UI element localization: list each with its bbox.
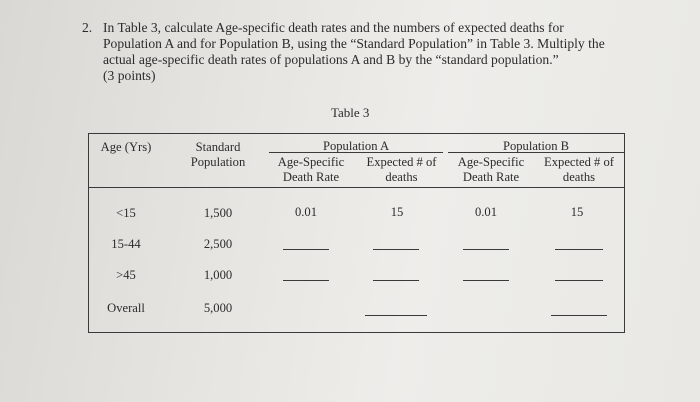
header-b-rate-line-1: Age-Specific: [457, 155, 525, 169]
row-3-b-expected-blank[interactable]: [555, 280, 603, 281]
row-1-b-expected: 15: [570, 205, 584, 219]
row-2-age: 15-44: [111, 237, 141, 251]
row-4-a-expected-blank[interactable]: [365, 315, 427, 316]
row-3-a-expected-blank[interactable]: [373, 280, 419, 281]
header-a-expected-line-2: deaths: [385, 170, 418, 184]
row-3-b-rate-blank[interactable]: [463, 280, 509, 281]
row-4-age: Overall: [107, 301, 145, 315]
row-2-a-rate-blank[interactable]: [283, 249, 329, 250]
header-age: Age (Yrs): [100, 140, 152, 154]
header-a-rate-line-2: Death Rate: [282, 170, 340, 184]
question-line-3: actual age-specific death rates of populations A and B by the “standard population.”: [103, 52, 559, 67]
question-line-2: Population A and for Population B, using the “Standard Population” in Table 3. Multiply the: [103, 36, 605, 51]
table-3: [88, 133, 625, 333]
header-population-a: Population A: [322, 139, 390, 153]
population-b-rule: [448, 152, 624, 153]
header-rule: [89, 187, 624, 188]
question-number: 2.: [82, 20, 93, 35]
header-b-rate-line-2: Death Rate: [462, 170, 520, 184]
row-1-b-rate: 0.01: [474, 205, 498, 219]
row-3-a-rate-blank[interactable]: [283, 280, 329, 281]
header-population-b: Population B: [502, 139, 570, 153]
header-a-rate-line-1: Age-Specific: [277, 155, 345, 169]
question-points: (3 points): [103, 68, 156, 83]
row-3-standard: 1,000: [203, 268, 233, 282]
row-1-standard: 1,500: [203, 206, 233, 220]
header-b-expected-line-2: deaths: [562, 170, 596, 184]
row-2-standard: 2,500: [203, 237, 233, 251]
row-1-a-rate: 0.01: [294, 205, 318, 219]
row-1-a-expected: 15: [390, 205, 404, 219]
row-2-b-rate-blank[interactable]: [463, 249, 509, 250]
row-1-age: <15: [116, 206, 136, 220]
header-standard-line-2: Population: [190, 155, 246, 169]
row-4-b-expected-blank[interactable]: [551, 315, 607, 316]
row-4-standard: 5,000: [203, 301, 233, 315]
header-standard-line-1: Standard: [195, 140, 241, 154]
header-b-expected-line-1: Expected # of: [544, 155, 614, 169]
row-2-a-expected-blank[interactable]: [373, 249, 419, 250]
question-line-1: In Table 3, calculate Age-specific death rates and the numbers of expected deaths for: [103, 20, 564, 35]
table-caption: Table 3: [331, 105, 370, 120]
population-a-rule: [269, 152, 443, 153]
row-3-age: >45: [116, 268, 136, 282]
header-a-expected-line-1: Expected # of: [366, 155, 437, 169]
row-2-b-expected-blank[interactable]: [555, 249, 603, 250]
question-block: [82, 20, 642, 84]
